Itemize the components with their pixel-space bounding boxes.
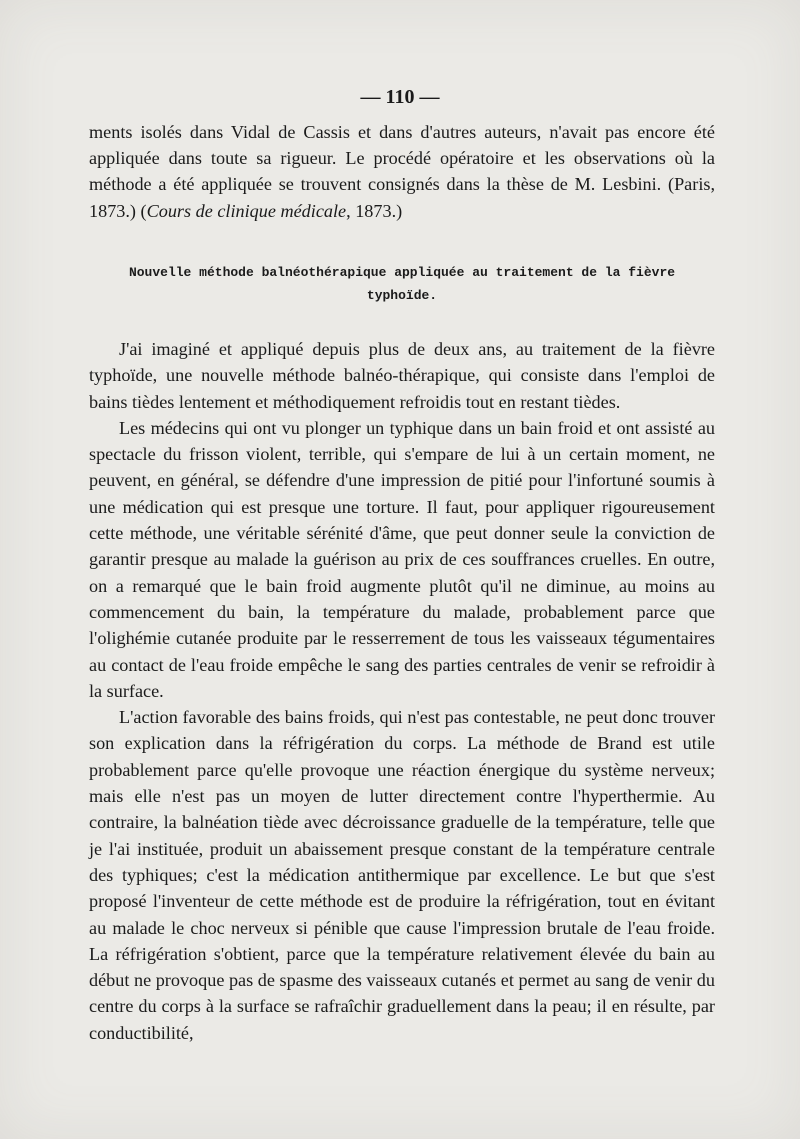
- paragraph: Les médecins qui ont vu plonger un typhique dans un bain froid et ont assisté au spectacle du frisson violent, terrible, qui s'empare de lui à un certain moment, ne peuvent, en général, se défendre d'une impression de pitié pour l'infortuné soumis à une médication qui est presque une torture. Il faut, pour appliquer rigoureusement cette méthode, une véritable sérénité d'âme, que peut donner seule la conviction de garantir presque au malade la guérison au prix de ces souffrances cruelles. En outre, on a remarqué que le bain froid augmente plutôt qu'il ne diminue, au moins au commencement du bain, la température du malade, probablement parce que l'olighémie cutanée produite par le resserrement de tous les vaisseaux tégumentaires au contact de l'eau froide empêche le sang des parties centrales de venir se refroidir à la surface.: [89, 417, 715, 701]
- intro-text-start: ments isolés dans Vidal de Cassis et dans d'autres auteurs, n'avait pas encore été appliquée dans toute sa rigueur. Le procédé opératoire et les observations où la méthode a été appliquée se trouvent consignés dans la thèse de M. Lesbini. (Paris, 1873.) (: [89, 122, 715, 221]
- body-text: [89, 336, 715, 1046]
- page-number: — 110 —: [360, 86, 440, 108]
- intro-text-end: , 1873.): [346, 200, 403, 221]
- paragraph: J'ai imaginé et appliqué depuis plus de deux ans, au traitement de la fièvre typhoïde, une nouvelle méthode balnéo-thérapique, qui consiste dans l'emploi de bains tièdes lentement et méthodiquement refroidis tout en restant tièdes.: [89, 339, 715, 412]
- intro-text: [89, 119, 715, 224]
- intro-paragraph: [89, 119, 715, 224]
- citation-title: Cours de clinique médicale: [146, 200, 347, 221]
- paragraph: L'action favorable des bains froids, qui n'est pas contestable, ne peut donc trouver son explication dans la réfrigération du corps. La méthode de Brand est utile probablement parce qu'elle provoque une réaction énergique du système nerveux; mais elle n'est pas un moyen de lutter directement contre l'hyperthermie. Au contraire, la balnéation tiède avec décroissance graduelle de la température, telle que je l'ai instituée, produit un abaissement presque constant de la température centrale des typhiques; c'est la médication antithermique par excellence. Le but que s'est proposé l'inventeur de cette méthode est de produire la réfrigération, tout en évitant au malade le choc nerveux si pénible que cause l'impression brutale de l'eau froide. La réfrigération s'obtient, parce que la température relativement élevée du bain au début ne provoque pas de spasme des vaisseaux cutanés et permet au sang de venir du centre du corps à la surface se rafraîchir graduellement dans la peau; il en résulte, par conductibilité,: [89, 707, 715, 1043]
- section-heading: Nouvelle méthode balnéothérapique appliquée au traitement de la fièvre typhoïde.: [128, 265, 676, 303]
